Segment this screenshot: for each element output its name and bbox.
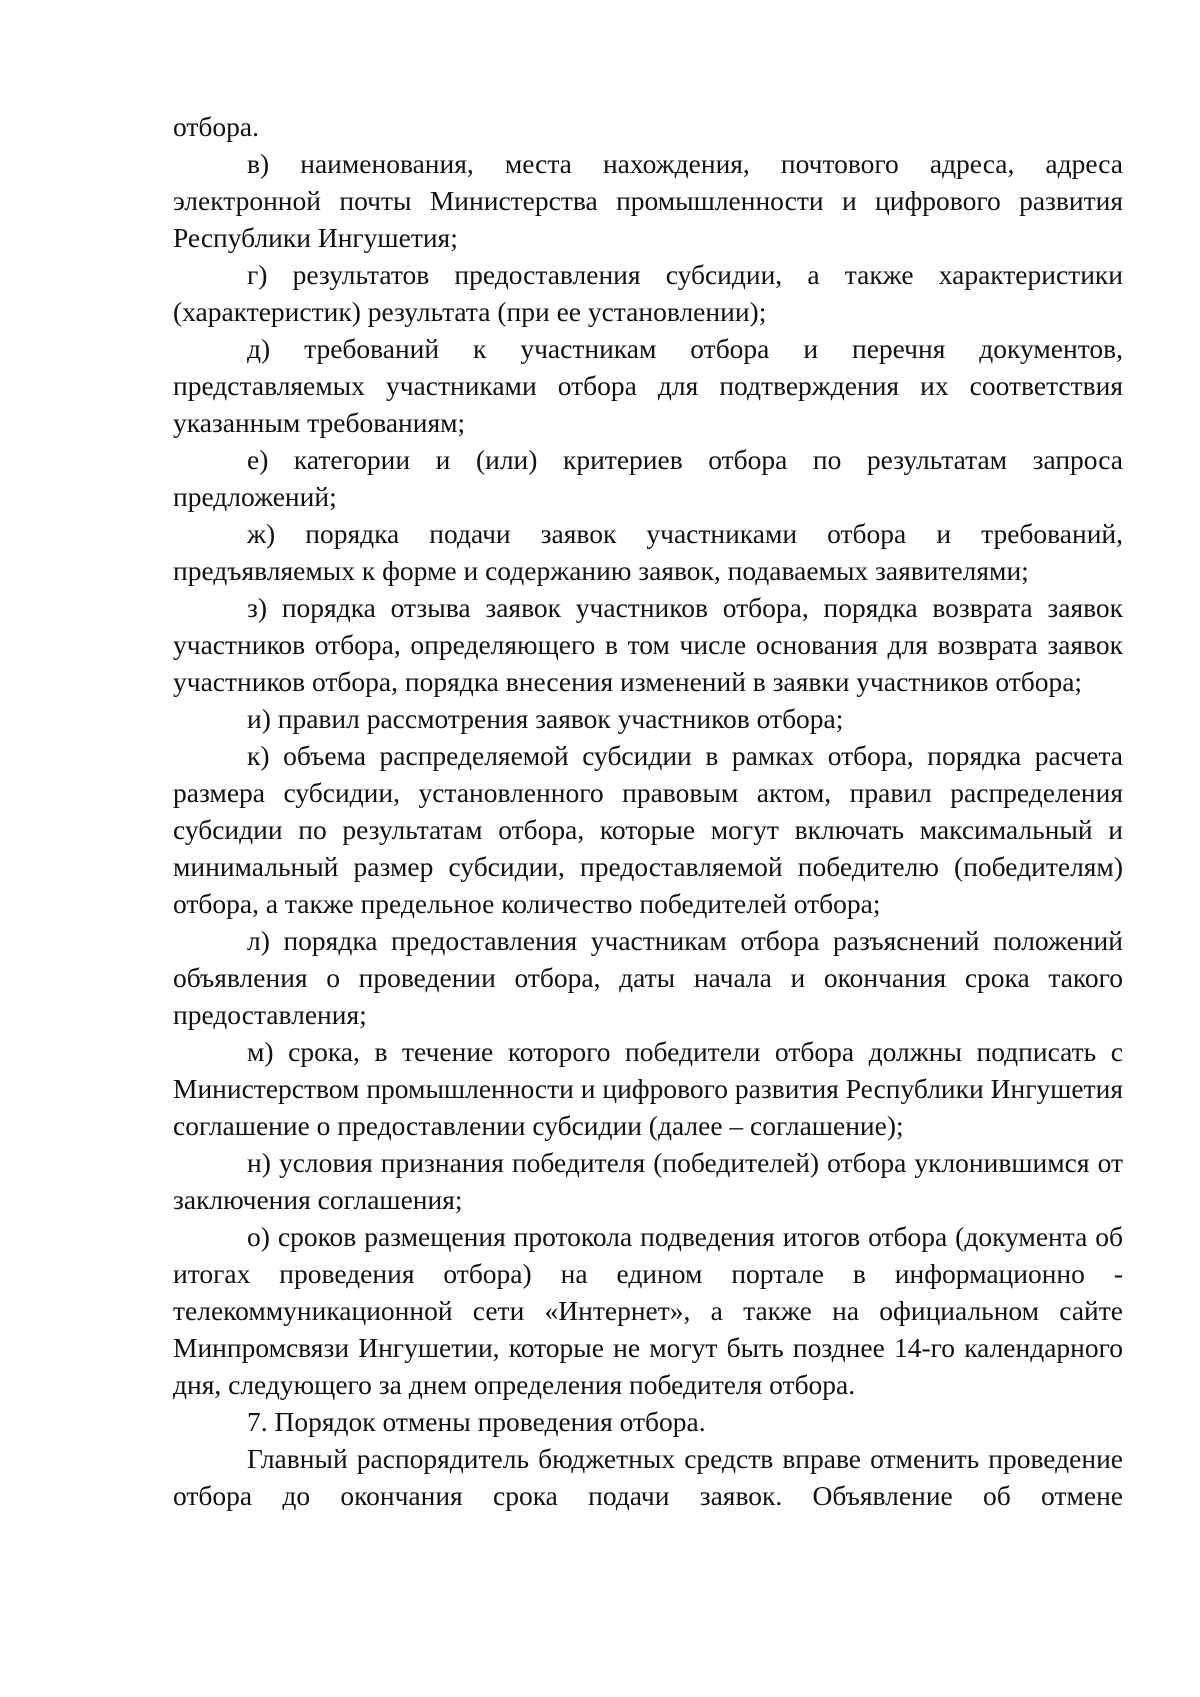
- paragraph-item-z: з) порядка отзыва заявок участников отбора, порядка возврата заявок участников отбора, определяющего в том числе основания для возврата заявок участников отбора, порядка внесения изменений в заявки участников отбора;: [173, 592, 1123, 697]
- paragraph-item-v: в) наименования, места нахождения, почтового адреса, адреса электронной почты Министерства промышленности и цифрового развития Республики Ингушетия;: [173, 148, 1123, 253]
- paragraph-item-g: г) результатов предоставления субсидии, а также характеристики (характеристик) результата (при ее установлении);: [173, 259, 1123, 327]
- paragraph-item-n: н) условия признания победителя (победителей) отбора уклонившимся от заключения соглашения;: [173, 1147, 1123, 1215]
- paragraph-item-zh: ж) порядка подачи заявок участниками отбора и требований, предъявляемых к форме и содержанию заявок, подаваемых заявителями;: [173, 518, 1123, 586]
- document-page: [173, 108, 1123, 1514]
- paragraph-item-e: е) категории и (или) критериев отбора по результатам запроса предложений;: [173, 444, 1123, 512]
- paragraph-cancellation: Главный распорядитель бюджетных средств вправе отменить проведение отбора до окончания срока подачи заявок. Объявление об отмене: [173, 1443, 1123, 1511]
- paragraph-item-d: д) требований к участникам отбора и перечня документов, представляемых участниками отбора для подтверждения их соответствия указанным требованиям;: [173, 333, 1123, 438]
- paragraph-item-k: к) объема распределяемой субсидии в рамках отбора, порядка расчета размера субсидии, установленного правовым актом, правил распределения субсидии по результатам отбора, которые могут включать максимальный и минимальный размер субсидии, предоставляемой победителю (победителям) отбора, а также предельное количество победителей отбора;: [173, 740, 1123, 919]
- paragraph-item-m: м) срока, в течение которого победители отбора должны подписать с Министерством промышленности и цифрового развития Республики Ингушетия соглашение о предоставлении субсидии (далее – соглашение);: [173, 1036, 1123, 1141]
- paragraph-item-o: о) сроков размещения протокола подведения итогов отбора (документа об итогах проведения отбора) на едином портале в информационно - телекоммуникационной сети «Интернет», а также на официальном сайте Минпромсвязи Ингушетии, которые не могут быть позднее 14-го календарного дня, следующего за днем определения победителя отбора.: [173, 1221, 1123, 1400]
- paragraph-continuation: отбора.: [173, 111, 259, 142]
- paragraph-item-i: и) правил рассмотрения заявок участников отбора;: [247, 703, 844, 734]
- section-heading-7: 7. Порядок отмены проведения отбора.: [247, 1406, 706, 1437]
- paragraph-item-l: л) порядка предоставления участникам отбора разъяснений положений объявления о проведении отбора, даты начала и окончания срока такого предоставления;: [173, 925, 1123, 1030]
